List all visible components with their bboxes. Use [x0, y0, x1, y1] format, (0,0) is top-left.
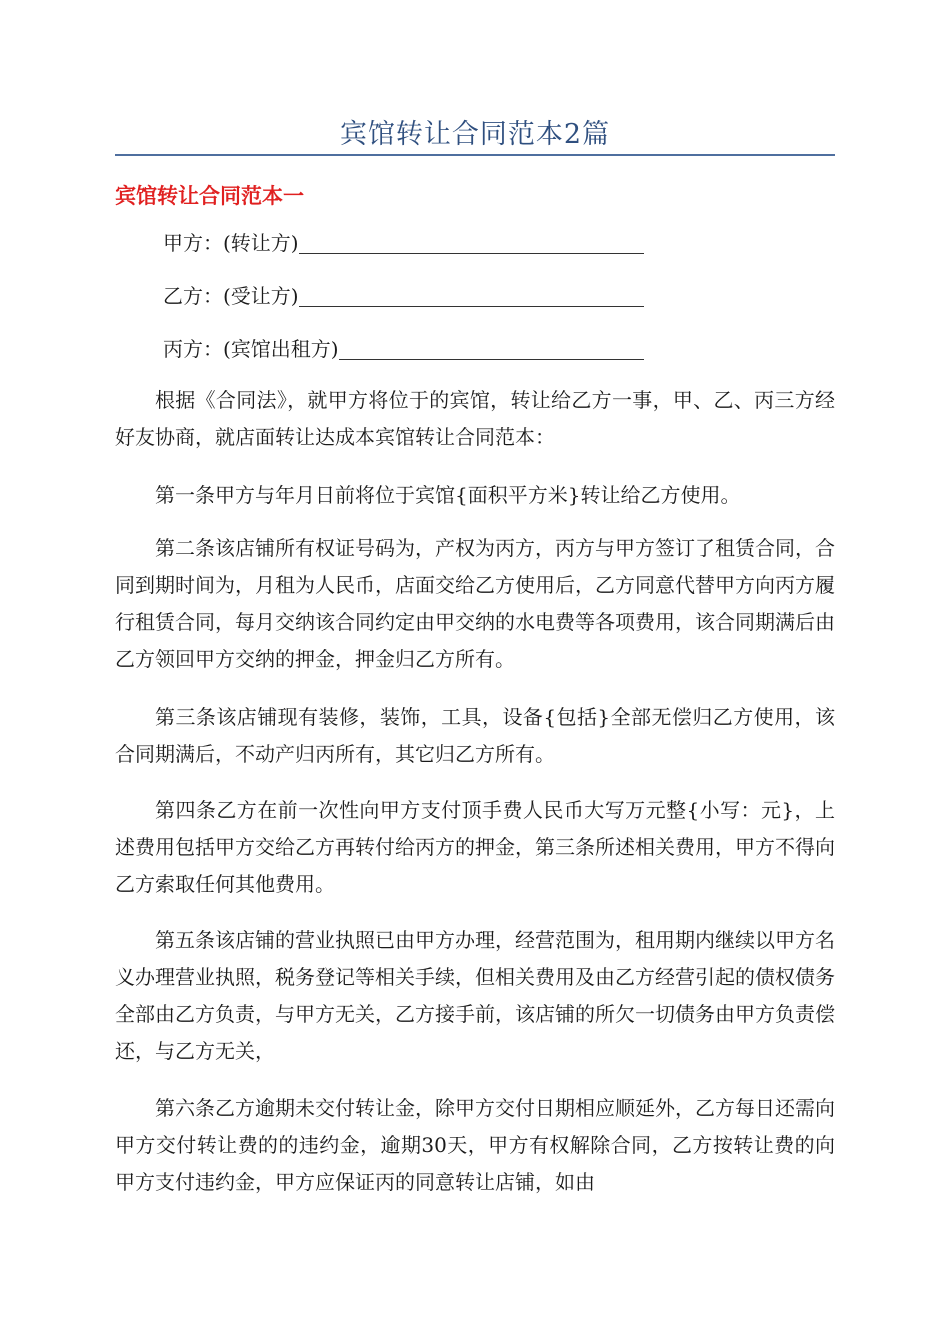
- party-a-line: [163, 230, 644, 256]
- party-b-label: 乙方：(受让方): [163, 284, 299, 308]
- party-c-blank: [339, 337, 644, 360]
- party-a-label: 甲方：(转让方): [163, 231, 299, 255]
- party-c-line: [163, 336, 644, 362]
- section-heading: 宾馆转让合同范本一: [115, 184, 304, 208]
- paragraph-article-5: 第五条该店铺的营业执照已由甲方办理，经营范围为，租用期内继续以甲方名义办理营业执照，税务登记等相关手续，但相关费用及由乙方经营引起的债权债务全部由乙方负责，与甲方无关，乙方接手前，该店铺的所欠一切债务由甲方负责偿还，与乙方无关，: [115, 928, 835, 1063]
- paragraph-preamble: 根据《合同法》，就甲方将位于的宾馆，转让给乙方一事，甲、乙、丙三方经好友协商，就店面转让达成本宾馆转让合同范本：: [115, 388, 835, 449]
- party-c-label: 丙方：(宾馆出租方): [163, 337, 339, 361]
- title-underline: [115, 154, 835, 156]
- party-b-line: [163, 283, 644, 309]
- document-title: 宾馆转让合同范本2篇: [339, 119, 611, 150]
- paragraph-article-1: 第一条甲方与年月日前将位于宾馆{面积平方米}转让给乙方使用。: [155, 483, 741, 507]
- paragraph-article-2: 第二条该店铺所有权证号码为，产权为丙方，丙方与甲方签订了租赁合同，合同到期时间为，月租为人民币，店面交给乙方使用后，乙方同意代替甲方向丙方履行租赁合同，每月交纳该合同约定由甲交纳的水电费等各项费用，该合同期满后由乙方领回甲方交纳的押金，押金归乙方所有。: [115, 536, 835, 671]
- paragraph-article-3: 第三条该店铺现有装修，装饰，工具，设备{包括}全部无偿归乙方使用，该合同期满后，不动产归丙所有，其它归乙方所有。: [115, 705, 835, 766]
- paragraph-article-4: 第四条乙方在前一次性向甲方支付顶手费人民币大写万元整{小写：元}，上述费用包括甲方交给乙方再转付给丙方的押金，第三条所述相关费用，甲方不得向乙方索取任何其他费用。: [115, 798, 835, 896]
- party-a-blank: [299, 231, 644, 254]
- party-b-blank: [299, 284, 644, 307]
- paragraph-article-6: 第六条乙方逾期未交付转让金，除甲方交付日期相应顺延外，乙方每日还需向甲方交付转让费的的违约金，逾期30天，甲方有权解除合同，乙方按转让费的向甲方支付违约金，甲方应保证丙的同意转让店铺，如由: [115, 1096, 835, 1194]
